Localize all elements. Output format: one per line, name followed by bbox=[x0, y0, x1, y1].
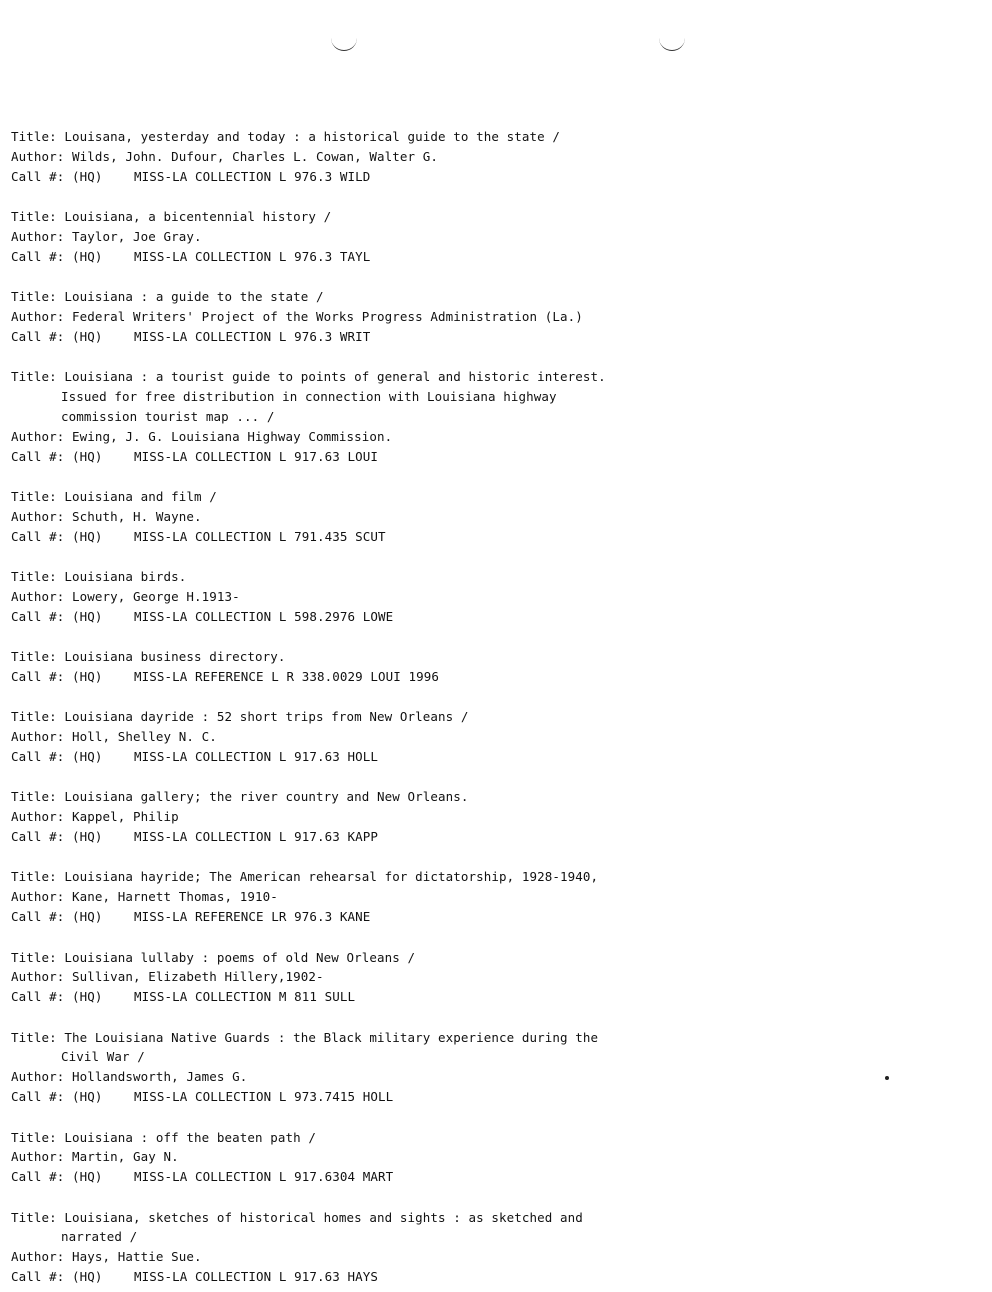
call-number-line bbox=[11, 527, 611, 547]
title-label: Title: bbox=[11, 949, 65, 965]
author-label: Author: bbox=[11, 1249, 73, 1265]
call-number: MISS-LA COLLECTION L 976.3 WRIT bbox=[134, 328, 371, 344]
title-label: Title: bbox=[11, 569, 65, 585]
author-line bbox=[11, 427, 611, 447]
title-text: Louisiana business directory. bbox=[64, 649, 286, 665]
title-continuation-line bbox=[11, 387, 611, 407]
record-separator bbox=[11, 267, 611, 287]
title-line bbox=[11, 207, 611, 227]
author-label: Author: bbox=[11, 729, 73, 745]
call-number: MISS-LA COLLECTION L 917.63 KAPP bbox=[134, 829, 379, 845]
author-label: Author: bbox=[11, 148, 73, 164]
catalog-record bbox=[11, 367, 611, 466]
record-separator bbox=[11, 347, 611, 367]
title-text: Louisiana gallery; the river country and New Orleans. bbox=[64, 789, 469, 805]
call-label: Call #: bbox=[11, 1269, 73, 1285]
author-line bbox=[11, 147, 611, 167]
author-text: Taylor, Joe Gray. bbox=[72, 228, 202, 244]
call-number-line bbox=[11, 907, 611, 927]
record-separator bbox=[11, 547, 611, 567]
author-text: Hays, Hattie Sue. bbox=[72, 1249, 202, 1265]
call-number-line bbox=[11, 987, 611, 1007]
title-label: Title: bbox=[11, 709, 65, 725]
title-label: Title: bbox=[11, 289, 65, 305]
catalog-listing bbox=[11, 127, 611, 1287]
call-label: Call #: bbox=[11, 1089, 73, 1105]
call-branch: (HQ) bbox=[72, 1169, 103, 1185]
call-branch: (HQ) bbox=[72, 248, 103, 264]
call-number: MISS-LA REFERENCE L R 338.0029 LOUI 1996 bbox=[134, 669, 440, 685]
catalog-record bbox=[11, 948, 611, 1008]
title-label: Title: bbox=[11, 1029, 65, 1045]
author-label: Author: bbox=[11, 309, 73, 325]
record-separator bbox=[11, 1107, 611, 1127]
author-line bbox=[11, 1147, 611, 1167]
call-number-line bbox=[11, 247, 611, 267]
title-text: Louisiana birds. bbox=[64, 569, 187, 585]
call-number: MISS-LA COLLECTION L 917.63 LOUI bbox=[134, 448, 379, 464]
author-text: Martin, Gay N. bbox=[72, 1149, 179, 1165]
title-line bbox=[11, 1208, 611, 1228]
call-number-line bbox=[11, 327, 611, 347]
call-number: MISS-LA COLLECTION L 598.2976 LOWE bbox=[134, 608, 394, 624]
title-line bbox=[11, 707, 611, 727]
record-separator bbox=[11, 767, 611, 787]
catalog-record bbox=[11, 867, 611, 927]
call-number: MISS-LA COLLECTION L 917.6304 MART bbox=[134, 1169, 394, 1185]
binder-hole-mark-left bbox=[331, 38, 357, 51]
call-branch: (HQ) bbox=[72, 1089, 103, 1105]
author-label: Author: bbox=[11, 969, 73, 985]
author-line bbox=[11, 227, 611, 247]
catalog-record bbox=[11, 287, 611, 347]
title-text: Louisiana lullaby : poems of old New Orleans / bbox=[64, 949, 416, 965]
call-label: Call #: bbox=[11, 669, 73, 685]
call-branch: (HQ) bbox=[72, 829, 103, 845]
author-text: Lowery, George H.1913- bbox=[72, 588, 240, 604]
call-branch: (HQ) bbox=[72, 448, 103, 464]
call-number-line bbox=[11, 747, 611, 767]
title-label: Title: bbox=[11, 369, 65, 385]
author-label: Author: bbox=[11, 889, 73, 905]
author-label: Author: bbox=[11, 1149, 73, 1165]
title-text: narrated / bbox=[61, 1229, 138, 1245]
author-text: Federal Writers' Project of the Works Progress Administration (La.) bbox=[72, 309, 583, 325]
call-number-line bbox=[11, 167, 611, 187]
binder-hole-mark-right bbox=[659, 38, 685, 51]
call-number-line bbox=[11, 1267, 611, 1287]
record-separator bbox=[11, 627, 611, 647]
author-label: Author: bbox=[11, 809, 73, 825]
record-separator bbox=[11, 467, 611, 487]
author-line bbox=[11, 507, 611, 527]
call-number-line bbox=[11, 667, 611, 687]
catalog-record bbox=[11, 1128, 611, 1188]
title-line bbox=[11, 1128, 611, 1148]
author-line bbox=[11, 1067, 611, 1087]
author-line bbox=[11, 1247, 611, 1267]
title-line bbox=[11, 567, 611, 587]
catalog-record bbox=[11, 127, 611, 187]
author-text: Hollandsworth, James G. bbox=[72, 1069, 248, 1085]
call-label: Call #: bbox=[11, 448, 73, 464]
call-branch: (HQ) bbox=[72, 1269, 103, 1285]
call-branch: (HQ) bbox=[72, 749, 103, 765]
title-line bbox=[11, 127, 611, 147]
call-label: Call #: bbox=[11, 1169, 73, 1185]
catalog-record bbox=[11, 487, 611, 547]
call-label: Call #: bbox=[11, 909, 73, 925]
title-text: Louisiana, sketches of historical homes and sights : as sketched and bbox=[64, 1209, 583, 1225]
title-label: Title: bbox=[11, 869, 65, 885]
author-line bbox=[11, 727, 611, 747]
record-separator bbox=[11, 847, 611, 867]
call-number: MISS-LA COLLECTION L 976.3 TAYL bbox=[134, 248, 371, 264]
title-label: Title: bbox=[11, 789, 65, 805]
call-number: MISS-LA COLLECTION L 791.435 SCUT bbox=[134, 528, 386, 544]
title-label: Title: bbox=[11, 129, 65, 144]
title-label: Title: bbox=[11, 649, 65, 665]
call-number: MISS-LA COLLECTION L 917.63 HOLL bbox=[134, 749, 379, 765]
call-branch: (HQ) bbox=[72, 989, 103, 1005]
author-text: Kane, Harnett Thomas, 1910- bbox=[72, 889, 278, 905]
title-text: Louisiana : a guide to the state / bbox=[64, 289, 324, 305]
record-separator bbox=[11, 1187, 611, 1207]
title-label: Title: bbox=[11, 209, 65, 225]
title-label: Title: bbox=[11, 489, 65, 505]
author-text: Wilds, John. Dufour, Charles L. Cowan, Walter G. bbox=[72, 148, 439, 164]
title-line bbox=[11, 287, 611, 307]
title-text: Louisana, yesterday and today : a historical guide to the state / bbox=[64, 129, 561, 144]
title-text: Louisiana : a tourist guide to points of general and historic interest. bbox=[64, 369, 606, 385]
catalog-record bbox=[11, 707, 611, 767]
title-label: Title: bbox=[11, 1209, 65, 1225]
record-separator bbox=[11, 187, 611, 207]
call-number: MISS-LA COLLECTION L 917.63 HAYS bbox=[134, 1269, 379, 1285]
catalog-record bbox=[11, 567, 611, 627]
title-text: Louisiana and film / bbox=[64, 489, 217, 505]
record-separator bbox=[11, 927, 611, 947]
catalog-record bbox=[11, 787, 611, 847]
call-number: MISS-LA COLLECTION M 811 SULL bbox=[134, 989, 356, 1005]
call-number-line bbox=[11, 447, 611, 467]
title-text: Issued for free distribution in connection with Louisiana highway bbox=[61, 389, 557, 405]
title-continuation-line bbox=[11, 407, 611, 427]
call-label: Call #: bbox=[11, 168, 73, 184]
title-line bbox=[11, 948, 611, 968]
author-text: Ewing, J. G. Louisiana Highway Commission. bbox=[72, 428, 393, 444]
author-label: Author: bbox=[11, 588, 73, 604]
author-line bbox=[11, 807, 611, 827]
call-number: MISS-LA COLLECTION L 973.7415 HOLL bbox=[134, 1089, 394, 1105]
author-label: Author: bbox=[11, 228, 73, 244]
author-label: Author: bbox=[11, 428, 73, 444]
call-label: Call #: bbox=[11, 989, 73, 1005]
call-label: Call #: bbox=[11, 829, 73, 845]
call-label: Call #: bbox=[11, 749, 73, 765]
call-label: Call #: bbox=[11, 608, 73, 624]
author-line bbox=[11, 967, 611, 987]
call-branch: (HQ) bbox=[72, 328, 103, 344]
author-text: Holl, Shelley N. C. bbox=[72, 729, 217, 745]
call-branch: (HQ) bbox=[72, 608, 103, 624]
title-text: The Louisiana Native Guards : the Black military experience during the bbox=[64, 1029, 599, 1045]
call-label: Call #: bbox=[11, 328, 73, 344]
title-continuation-line bbox=[11, 1227, 611, 1247]
title-label: Title: bbox=[11, 1129, 65, 1145]
call-branch: (HQ) bbox=[72, 669, 103, 685]
call-number: MISS-LA REFERENCE LR 976.3 KANE bbox=[134, 909, 371, 925]
author-text: Kappel, Philip bbox=[72, 809, 179, 825]
call-branch: (HQ) bbox=[72, 528, 103, 544]
title-text: Civil War / bbox=[61, 1049, 145, 1065]
author-label: Author: bbox=[11, 508, 73, 524]
title-text: Louisiana, a bicentennial history / bbox=[64, 209, 332, 225]
catalog-record bbox=[11, 1208, 611, 1288]
title-line bbox=[11, 647, 611, 667]
record-separator bbox=[11, 687, 611, 707]
title-text: commission tourist map ... / bbox=[61, 408, 275, 424]
title-line bbox=[11, 367, 611, 387]
title-text: Louisiana hayride; The American rehearsal for dictatorship, 1928-1940, bbox=[64, 869, 599, 885]
title-line bbox=[11, 1028, 611, 1048]
call-number-line bbox=[11, 607, 611, 627]
call-branch: (HQ) bbox=[72, 168, 103, 184]
author-line bbox=[11, 887, 611, 907]
author-text: Sullivan, Elizabeth Hillery,1902- bbox=[72, 969, 324, 985]
record-separator bbox=[11, 1007, 611, 1027]
call-number-line bbox=[11, 1167, 611, 1187]
call-label: Call #: bbox=[11, 528, 73, 544]
catalog-record bbox=[11, 647, 611, 687]
call-number-line bbox=[11, 827, 611, 847]
call-number-line bbox=[11, 1087, 611, 1107]
title-line bbox=[11, 867, 611, 887]
catalog-record bbox=[11, 207, 611, 267]
title-line bbox=[11, 487, 611, 507]
title-continuation-line bbox=[11, 1047, 611, 1067]
title-text: Louisiana dayride : 52 short trips from New Orleans / bbox=[64, 709, 469, 725]
author-text: Schuth, H. Wayne. bbox=[72, 508, 202, 524]
catalog-record bbox=[11, 1028, 611, 1108]
scan-speck bbox=[885, 1076, 889, 1080]
title-line bbox=[11, 787, 611, 807]
call-number: MISS-LA COLLECTION L 976.3 WILD bbox=[134, 168, 371, 184]
author-line bbox=[11, 307, 611, 327]
call-label: Call #: bbox=[11, 248, 73, 264]
author-line bbox=[11, 587, 611, 607]
call-branch: (HQ) bbox=[72, 909, 103, 925]
author-label: Author: bbox=[11, 1069, 73, 1085]
title-text: Louisiana : off the beaten path / bbox=[64, 1129, 317, 1145]
